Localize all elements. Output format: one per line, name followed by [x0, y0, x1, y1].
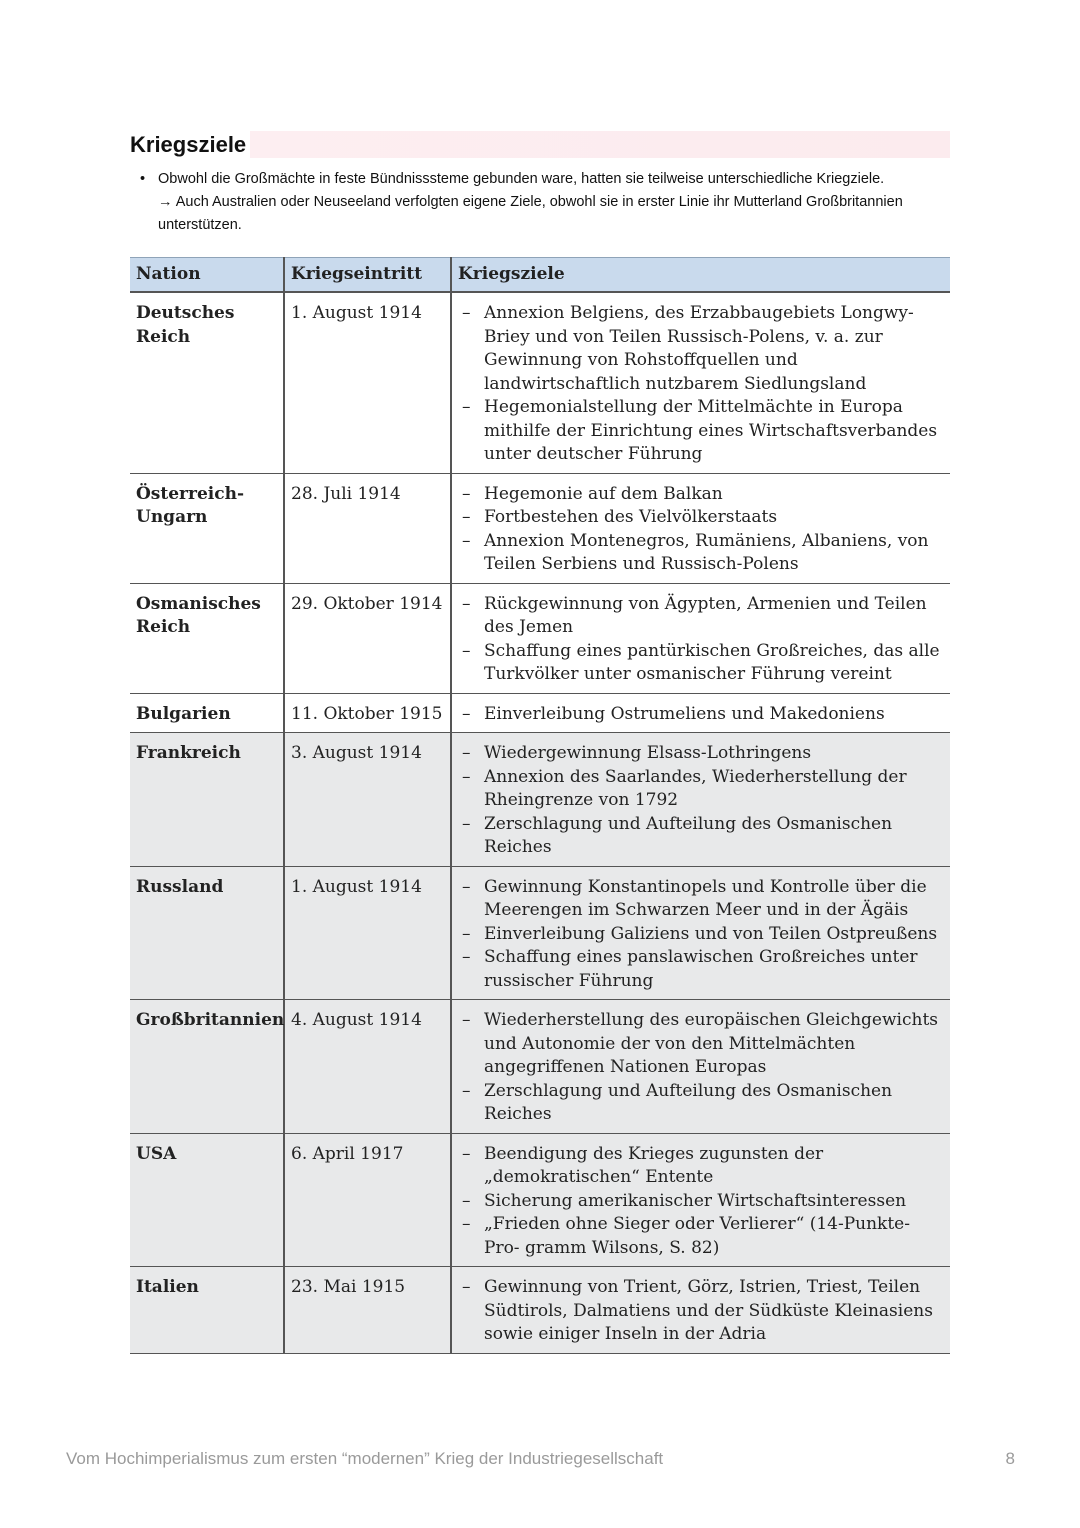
- intro-bullet: [140, 168, 950, 191]
- entry-date-cell: 1. August 1914: [284, 866, 451, 1000]
- goal-item: – „Frieden ohne Sieger oder Verlierer“ (14-Punkte-Pro- gramm Wilsons, S. 82): [484, 1213, 944, 1260]
- nation-cell: Osmanisches Reich: [130, 583, 284, 693]
- intro-note-line-1: → Auch Australien oder Neuseeland verfolgten eigene Ziele, obwohl sie in erster Linie ihr Mutterland Großbritannien: [158, 194, 903, 210]
- nation-cell: USA: [130, 1133, 284, 1267]
- war-goals-cell: [451, 1000, 950, 1134]
- footer-text: Vom Hochimperialismus zum ersten “modernen” Krieg der Industriegesellschaft: [66, 1449, 664, 1468]
- war-goals-cell: [451, 292, 950, 473]
- nation-cell: Deutsches Reich: [130, 292, 284, 473]
- table-row: [130, 583, 950, 693]
- entry-date-cell: 3. August 1914: [284, 733, 451, 867]
- goal-item: – Wiedergewinnung Elsass-Lothringens: [484, 742, 944, 766]
- header-war-goals: Kriegsziele: [451, 258, 950, 293]
- goal-item: – Schaffung eines panslawischen Großreiches unter russischer Führung: [484, 946, 944, 993]
- goal-list: [458, 876, 944, 994]
- table-row: [130, 1267, 950, 1354]
- goal-item: – Fortbestehen des Vielvölkerstaats: [484, 506, 944, 530]
- intro-note-line-2: unterstützen.: [158, 217, 242, 233]
- goal-item: – Einverleibung Ostrumeliens und Makedoniens: [484, 703, 944, 727]
- goal-list: [458, 302, 944, 467]
- goal-item: – Zerschlagung und Aufteilung des Osmanischen Reiches: [484, 1080, 944, 1127]
- entry-date-cell: 6. April 1917: [284, 1133, 451, 1267]
- goal-item: – Beendigung des Krieges zugunsten der „demokratischen“ Entente: [484, 1143, 944, 1190]
- goal-item: – Rückgewinnung von Ägypten, Armenien und Teilen des Jemen: [484, 593, 944, 640]
- goal-list: [458, 1276, 944, 1347]
- goal-list: [458, 703, 944, 727]
- war-goals-cell: [451, 1267, 950, 1354]
- goal-item: – Hegemonialstellung der Mittelmächte in Europa mithilfe der Einrichtung eines Wirtschaftsverbandes unter deutscher Führung: [484, 396, 944, 467]
- war-goals-cell: [451, 473, 950, 583]
- nation-cell: Bulgarien: [130, 693, 284, 733]
- goal-item: – Annexion Montenegros, Rumäniens, Albaniens, von Teilen Serbiens und Russisch-Polens: [484, 530, 944, 577]
- table-row: [130, 1000, 950, 1134]
- war-goals-cell: [451, 1133, 950, 1267]
- bullet-icon: •: [140, 171, 146, 187]
- war-goals-cell: [451, 733, 950, 867]
- war-goals-cell: [451, 693, 950, 733]
- goal-list: [458, 483, 944, 577]
- nation-cell: Österreich-Ungarn: [130, 473, 284, 583]
- goal-list: [458, 593, 944, 687]
- war-goals-table: [130, 257, 950, 1354]
- table-body: [130, 292, 950, 1353]
- table-header-row: [130, 258, 950, 293]
- nation-cell: Großbritannien: [130, 1000, 284, 1134]
- goal-item: – Zerschlagung und Aufteilung des Osmanischen Reiches: [484, 813, 944, 860]
- entry-date-cell: 11. Oktober 1915: [284, 693, 451, 733]
- heading-bar: [130, 131, 950, 158]
- goal-item: – Einverleibung Galiziens und von Teilen Ostpreußens: [484, 923, 944, 947]
- goal-list: [458, 1009, 944, 1127]
- table-row: [130, 1133, 950, 1267]
- nation-cell: Italien: [130, 1267, 284, 1354]
- table-row: [130, 866, 950, 1000]
- nation-cell: Frankreich: [130, 733, 284, 867]
- war-goals-cell: [451, 866, 950, 1000]
- goal-item: – Annexion Belgiens, des Erzabbaugebiets Longwy-Briey und von Teilen Russisch-Polens, v. a. zur Gewinnung von Rohstoffquellen und landwirtschaftlich nutzbarem Siedlungsland: [484, 302, 944, 396]
- table-row: [130, 733, 950, 867]
- entry-date-cell: 29. Oktober 1914: [284, 583, 451, 693]
- entry-date-cell: 23. Mai 1915: [284, 1267, 451, 1354]
- table-row: [130, 693, 950, 733]
- goal-item: – Sicherung amerikanischer Wirtschaftsinteressen: [484, 1190, 944, 1214]
- nation-cell: Russland: [130, 866, 284, 1000]
- goal-item: – Schaffung eines pantürkischen Großreiches, das alle Turkvölker unter osmanischer Führung vereint: [484, 640, 944, 687]
- header-entry-date: Kriegseintritt: [284, 258, 451, 293]
- entry-date-cell: 1. August 1914: [284, 292, 451, 473]
- goal-item: – Hegemonie auf dem Balkan: [484, 483, 944, 507]
- goal-item: – Gewinnung von Trient, Görz, Istrien, Triest, Teilen Südtirols, Dalmatiens und der Südküste Kleinasiens sowie einiger Inseln in der Adria: [484, 1276, 944, 1347]
- goal-list: [458, 742, 944, 860]
- intro-section: [140, 168, 950, 237]
- goal-item: – Annexion des Saarlandes, Wiederherstellung der Rheingrenze von 1792: [484, 766, 944, 813]
- war-goals-cell: [451, 583, 950, 693]
- table-row: [130, 473, 950, 583]
- intro-bullet-text: Obwohl die Großmächte in feste Bündnisssteme gebunden ware, hatten sie teilweise unterschiedliche Kriegziele.: [158, 171, 885, 187]
- table-row: [130, 292, 950, 473]
- goal-item: – Gewinnung Konstantinopels und Kontrolle über die Meerengen im Schwarzen Meer und in der Ägäis: [484, 876, 944, 923]
- page-title: Kriegsziele: [130, 131, 250, 158]
- goal-item: – Wiederherstellung des europäischen Gleichgewichts und Autonomie der von den Mittelmächten angegriffenen Nationen Europas: [484, 1009, 944, 1080]
- page-number: 8: [1005, 1449, 1015, 1468]
- intro-note: [140, 191, 950, 237]
- goal-list: [458, 1143, 944, 1261]
- entry-date-cell: 4. August 1914: [284, 1000, 451, 1134]
- header-nation: Nation: [130, 258, 284, 293]
- entry-date-cell: 28. Juli 1914: [284, 473, 451, 583]
